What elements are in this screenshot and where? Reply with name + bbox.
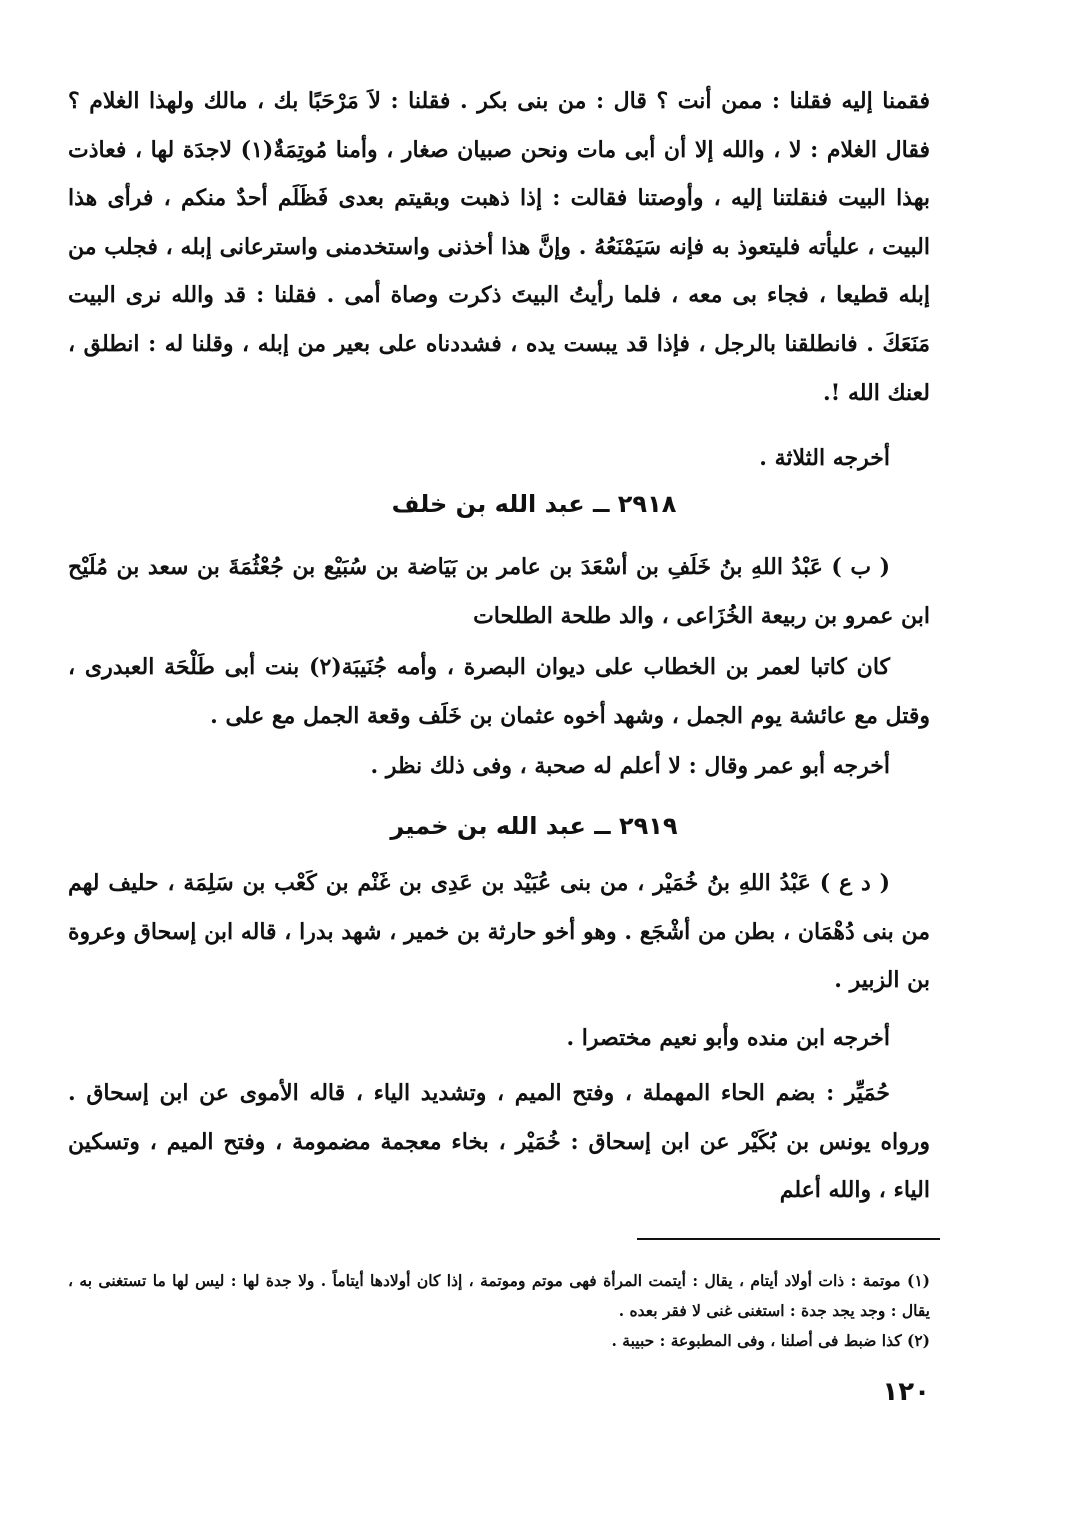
entry-heading-2918: ٢٩١٨ ــ عبد الله بن خلف bbox=[391, 490, 677, 518]
intro-source: أخرجه الثلاثة . bbox=[759, 445, 890, 471]
page-number: ١٢٠ bbox=[882, 1377, 930, 1407]
entry-heading-2919: ٢٩١٩ ــ عبد الله بن خمير bbox=[390, 812, 678, 840]
entry-2918-paragraph-3: أخرجه أبو عمر وقال : لا أعلم له صحبة ، وفى ذلك نظر . bbox=[370, 753, 890, 779]
intro-paragraph: فقمنا إليه فقلنا : ممن أنت ؟ قال : من بنى بكر . فقلنا : لاَ مَرْحَبًا بك ، مالك ولهذا الغلام ؟ فقال الغلام : لا ، والله إلا أن أبى مات ونحن صبيان صغار ، وأمنا مُوتِمَةٌ(١) لاجدَة لها ، فعاذت بهذا البيت فنقلتنا إليه ، وأوصتنا فقالت : إذا ذهبت وبقيتم بعدى فَظَلَم أحدٌ منكم ، فرأى هذا البيت ، عليأته فليتعوذ به فإنه سَيَمْنَعُهُ . وإنَّ هذا أخذنى واستخدمنى واسترعانى إبله ، فجلب من إبله قطيعا ، فجاء بى معه ، فلما رأيتُ البيتَ ذكرت وصاة أمى . فقلنا : قد والله نرى البيت مَنَعَكَ . فانطلقنا بالرجل ، فإذا قد يبست يده ، فشددناه على بعير من إبله ، وقلنا له : انطلق ، لعنك الله !. bbox=[68, 88, 930, 406]
entry-2919-paragraph-2: أخرجه ابن منده وأبو نعيم مختصرا . bbox=[566, 1025, 890, 1051]
entry-2918-paragraph-1: ( ب ) عَبْدُ اللهِ بنُ خَلَفِ بن أسْعَدَ بن عامر بن بَيَاضة بن سُبَيْع بن جُعْثُمَةَ بن سعد بن مُلَيْح ابن عمرو بن ربيعة الخُزَاعى ، والد طلحة الطلحات bbox=[68, 554, 930, 629]
entry-2919-paragraph-1: ( د ع ) عَبْدُ اللهِ بنُ خُمَيْر ، من بنى عُبَيْد بن عَدِى بن غَنْم بن كَعْب بن سَلِمَة ، حليف لهم من بنى دُهْمَان ، بطن من أشْجَع . وهو أخو حارثة بن خمير ، شهد بدرا ، قاله ابن إسحاق وعروة بن الزبير . bbox=[68, 870, 930, 994]
entry-2918-paragraph-2: كان كاتبا لعمر بن الخطاب على ديوان البصرة ، وأمه جُنَيبَة(٢) بنت أبى طَلْحَة العبدرى ، وقتل مع عائشة يوم الجمل ، وشهد أخوه عثمان بن خَلَف وقعة الجمل مع على . bbox=[68, 654, 930, 729]
footnote-2: (٢) كذا ضبط فى أصلنا ، وفى المطبوعة : حبيبة . bbox=[611, 1331, 930, 1350]
footnote-divider bbox=[637, 1238, 940, 1240]
footnote-1: (١) موتمة : ذات أولاد أيتام ، يقال : أيتمت المرأة فهى موتم وموتمة ، إذا كان أولادها أيتاماً . ولا جدة لها : ليس لها ما تستغنى به ، يقال : وجد يجد جدة : استغنى غنى لا فقر بعده . bbox=[68, 1271, 931, 1320]
entry-2919-paragraph-3: حُمَيِّر : بضم الحاء المهملة ، وفتح الميم ، وتشديد الياء ، قاله الأموى عن ابن إسحاق . ورواه يونس بن بُكَيْر عن ابن إسحاق : خُمَيْر ، بخاء معجمة مضمومة ، وفتح الميم ، وتسكين الياء ، والله أعلم bbox=[68, 1080, 930, 1204]
footnotes bbox=[68, 1266, 930, 1356]
